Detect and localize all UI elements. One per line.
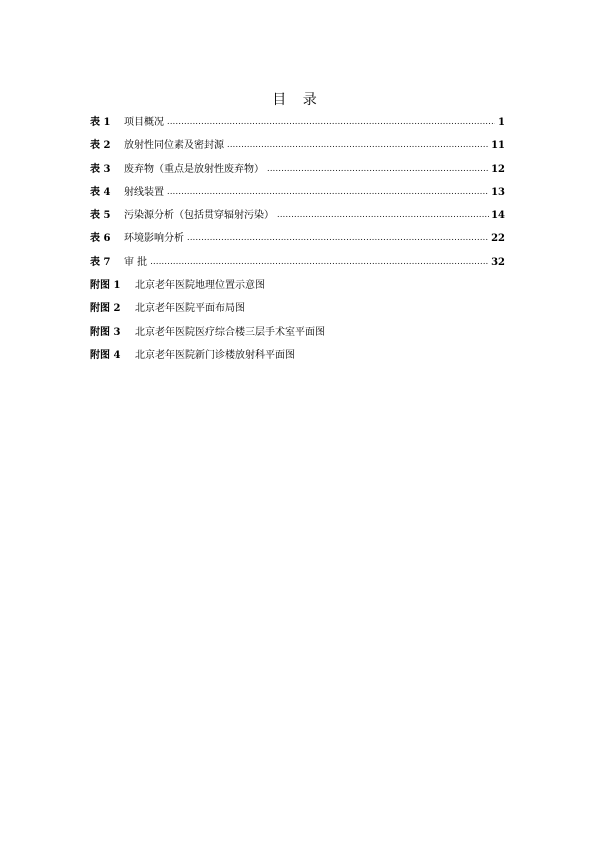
- toc-entry-label: 附图 1: [90, 280, 121, 292]
- toc-entry-page: 11: [491, 140, 505, 152]
- toc-entry-text: 北京老年医院地理位置示意图: [135, 280, 265, 292]
- toc-dot-leader: [227, 138, 489, 152]
- toc-entry-table-2: [90, 139, 505, 162]
- toc-entry-label: 表 7: [90, 256, 111, 268]
- toc-entry-text: 审 批: [124, 256, 148, 268]
- toc-entry-text: 污染源分析（包括贯穿辐射污染）: [124, 210, 274, 222]
- toc-entry-label: 表 6: [90, 233, 111, 245]
- toc-entry-figure-4: [90, 349, 505, 372]
- toc-entry-table-4: [90, 186, 505, 209]
- toc-entry-table-7: [90, 256, 505, 279]
- toc-dot-leader: [277, 208, 489, 222]
- toc-dot-leader: [187, 231, 489, 245]
- toc-entry-label: 表 3: [90, 163, 111, 175]
- toc-entry-text: 项目概况: [124, 117, 164, 128]
- toc-entry-page: 12: [491, 163, 505, 175]
- toc-entry-figure-3: [90, 326, 505, 349]
- toc-entry-page: 22: [491, 233, 505, 245]
- toc-entry-page: 1: [498, 117, 505, 128]
- toc-dot-leader: [167, 185, 489, 199]
- toc-entry-table-3: [90, 163, 505, 186]
- toc-entry-text: 废弃物（重点是放射性废弃物）: [124, 163, 264, 175]
- toc-entry-text: 北京老年医院平面布局图: [135, 303, 245, 315]
- toc-entry-table-6: [90, 232, 505, 255]
- toc-list: [90, 116, 505, 372]
- toc-title: 目 录: [272, 92, 323, 108]
- toc-entry-text: 射线装置: [124, 186, 164, 198]
- toc-entry-table-5: [90, 209, 505, 232]
- toc-entry-label: 附图 2: [90, 303, 121, 315]
- toc-entry-figure-2: [90, 302, 505, 325]
- toc-entry-page: 14: [491, 210, 505, 222]
- toc-entry-text: 环境影响分析: [124, 233, 184, 245]
- toc-entry-label: 附图 4: [90, 349, 121, 361]
- toc-entry-figure-1: [90, 279, 505, 302]
- toc-entry-label: 表 1: [90, 117, 111, 128]
- toc-dot-leader: [150, 255, 489, 269]
- toc-dot-leader: [267, 162, 489, 176]
- toc-entry-label: 表 4: [90, 186, 111, 198]
- toc-entry-label: 表 5: [90, 210, 111, 222]
- toc-entry-text: 北京老年医院医疗综合楼三层手术室平面图: [135, 326, 325, 338]
- toc-entry-page: 13: [491, 186, 505, 198]
- toc-dot-leader: [167, 115, 495, 129]
- toc-entry-text: 北京老年医院新门诊楼放射科平面图: [135, 349, 295, 361]
- toc-entry-table-1: [90, 116, 505, 139]
- toc-entry-text: 放射性同位素及密封源: [124, 140, 224, 152]
- toc-entry-label: 附图 3: [90, 326, 121, 338]
- toc-entry-label: 表 2: [90, 140, 111, 152]
- toc-entry-page: 32: [491, 256, 505, 268]
